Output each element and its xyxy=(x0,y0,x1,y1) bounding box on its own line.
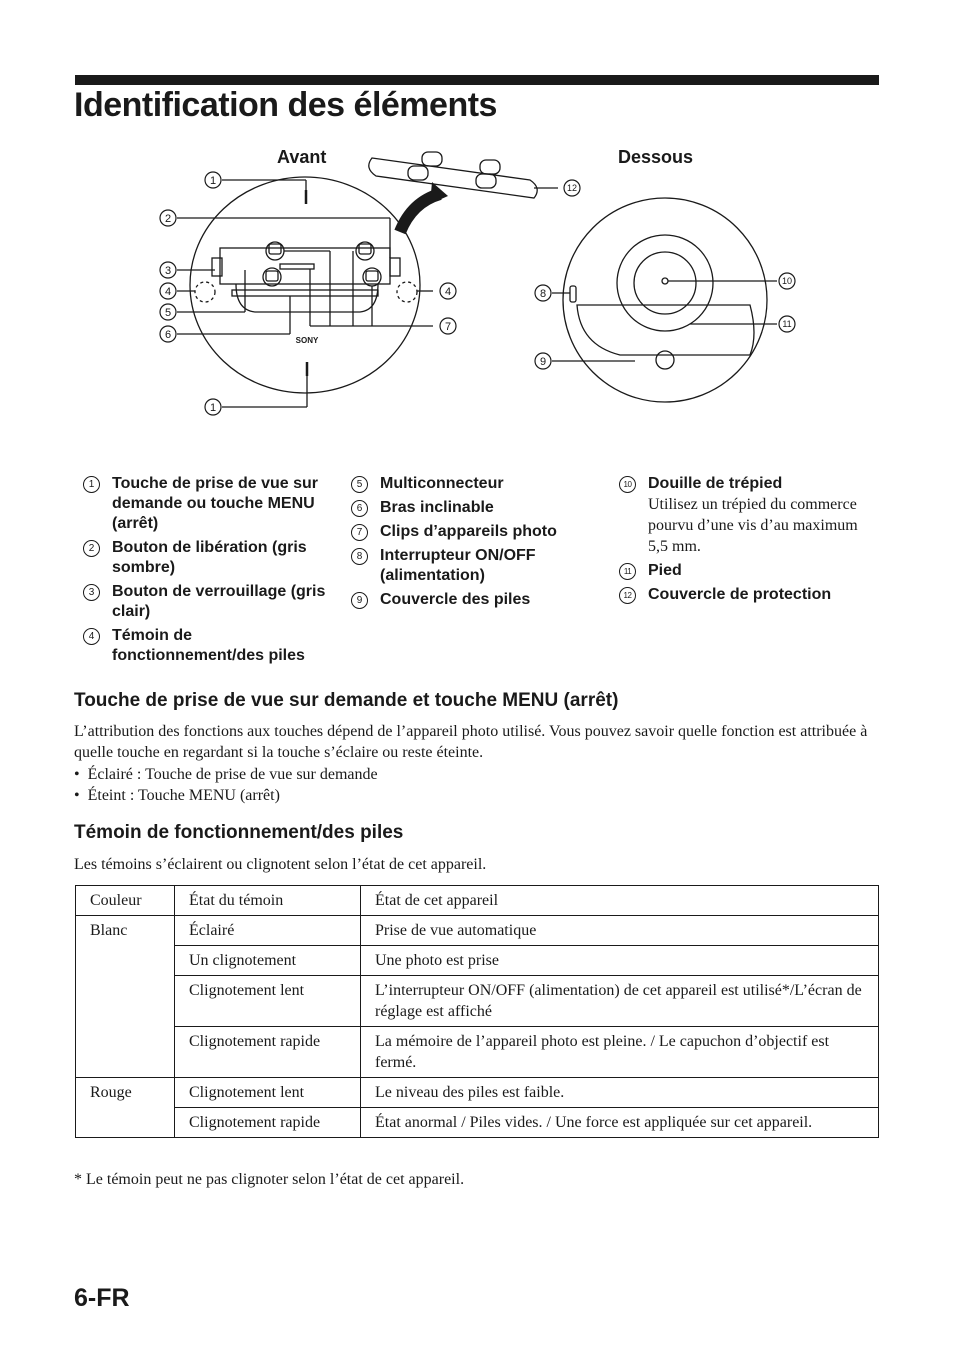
multiconnector xyxy=(280,264,314,269)
table-row xyxy=(76,1027,879,1078)
legend-item xyxy=(351,546,601,586)
callout-6 xyxy=(160,326,176,342)
table-cell-device: État anormal / Piles vides. / Une force est appliquée sur cet appareil. xyxy=(361,1108,879,1138)
svg-text:6: 6 xyxy=(164,329,172,341)
lamp-status-table xyxy=(75,885,879,1138)
legend-number: 1 xyxy=(83,476,100,493)
callout-2 xyxy=(160,210,176,226)
svg-text:3: 3 xyxy=(164,265,172,277)
page-number: 6-FR xyxy=(74,1284,130,1312)
title-rule xyxy=(75,75,879,85)
callout-1b xyxy=(205,399,221,415)
callout-4b xyxy=(440,283,456,299)
table-cell-color: Blanc xyxy=(76,916,175,1078)
tripod-socket xyxy=(662,278,668,284)
table-header: Couleur xyxy=(76,886,175,916)
section-heading-lamp: Témoin de fonctionnement/des piles xyxy=(74,822,404,843)
table-header-row xyxy=(76,886,879,916)
table-cell-state: Clignotement rapide xyxy=(175,1027,361,1078)
table-cell-color: Rouge xyxy=(76,1078,175,1138)
bottom-body xyxy=(563,198,767,402)
legend-label: Pied xyxy=(648,562,682,579)
table-cell-device: Prise de vue automatique xyxy=(361,916,879,946)
legend-number: 2 xyxy=(83,540,100,557)
svg-text:2: 2 xyxy=(164,213,172,225)
legend-item xyxy=(83,538,338,578)
legend-label: Bouton de verrouillage (gris clair) xyxy=(112,583,326,620)
legend-column-3 xyxy=(619,474,869,609)
callout-7 xyxy=(440,318,456,334)
legend-number: 7 xyxy=(351,524,368,541)
callout-9 xyxy=(535,353,551,369)
page-title: Identification des éléments xyxy=(74,86,497,124)
legend-item xyxy=(619,585,869,605)
legend-number: 4 xyxy=(83,628,100,645)
svg-text:8: 8 xyxy=(539,288,547,300)
legend-number: 11 xyxy=(619,563,636,580)
section-paragraph: Les témoins s’éclairent ou clignotent selon l’état de cet appareil. xyxy=(74,856,487,873)
battery-cover xyxy=(577,305,754,355)
legend-label: Touche de prise de vue sur demande ou touche MENU (arrêt) xyxy=(112,475,318,532)
legend-item xyxy=(619,474,869,557)
svg-text:7: 7 xyxy=(444,321,452,333)
power-switch xyxy=(570,286,576,302)
table-cell-device: Une photo est prise xyxy=(361,946,879,976)
brand-logo: SONY xyxy=(295,336,319,345)
svg-text:5: 5 xyxy=(164,307,172,319)
legend-item xyxy=(351,474,601,494)
protective-cover xyxy=(369,158,537,198)
legend-item xyxy=(83,474,338,534)
svg-text:11: 11 xyxy=(782,319,792,329)
legend-label: Clips d’appareils photo xyxy=(380,523,557,540)
legend-number: 12 xyxy=(619,587,636,604)
table-cell-state: Clignotement rapide xyxy=(175,1108,361,1138)
legend-column-1 xyxy=(83,474,338,670)
callout-8 xyxy=(535,285,551,301)
table-row xyxy=(76,1078,879,1108)
legend-item xyxy=(83,626,338,666)
svg-text:1: 1 xyxy=(209,402,217,414)
legend-label: Bouton de libération (gris sombre) xyxy=(112,539,307,576)
legend-column-2 xyxy=(351,474,601,614)
svg-text:12: 12 xyxy=(566,183,578,193)
table-cell-device: Le niveau des piles est faible. xyxy=(361,1078,879,1108)
table-cell-state: Clignotement lent xyxy=(175,1078,361,1108)
legend-number: 8 xyxy=(351,548,368,565)
bullet-text: Éteint : Touche MENU (arrêt) xyxy=(87,787,280,804)
table-row xyxy=(76,976,879,1027)
table-row xyxy=(76,946,879,976)
bullet-item: • Éclairé : Touche de prise de vue sur demande xyxy=(74,766,378,783)
legend-label: Témoin de fonctionnement/des piles xyxy=(112,627,305,664)
table-row xyxy=(76,1108,879,1138)
callout-11 xyxy=(779,316,795,332)
bullet-item: • Éteint : Touche MENU (arrêt) xyxy=(74,787,280,804)
footnote: * Le témoin peut ne pas clignoter selon l’état de cet appareil. xyxy=(74,1171,465,1188)
callout-5 xyxy=(160,304,176,320)
svg-text:9: 9 xyxy=(539,356,547,368)
callout-4a xyxy=(160,283,176,299)
bullet-text: Éclairé : Touche de prise de vue sur demande xyxy=(87,766,378,783)
legend-label: Bras inclinable xyxy=(380,499,494,516)
legend-number: 9 xyxy=(351,592,368,609)
table-cell-state: Clignotement lent xyxy=(175,976,361,1027)
foot-outer xyxy=(617,235,713,331)
table-cell-device: L’interrupteur ON/OFF (alimentation) de cet appareil est utilisé*/L’écran de réglage est affiché xyxy=(361,976,879,1027)
lamp-left xyxy=(195,282,215,302)
table-cell-state: Un clignotement xyxy=(175,946,361,976)
legend-item xyxy=(351,498,601,518)
table-header: État du témoin xyxy=(175,886,361,916)
legend-item xyxy=(619,561,869,581)
legend-label: Interrupteur ON/OFF (alimentation) xyxy=(380,547,536,584)
legend-item xyxy=(351,590,601,610)
svg-text:1: 1 xyxy=(209,175,217,187)
legend-description: Utilisez un trépied du commerce pourvu d’une vis d’au maximum 5,5 mm. xyxy=(648,496,858,555)
svg-text:4: 4 xyxy=(444,286,452,298)
parts-diagram xyxy=(150,140,810,430)
lamp-right xyxy=(397,282,417,302)
bottom-view-label: Dessous xyxy=(618,147,694,167)
legend-label: Couvercle des piles xyxy=(380,591,531,608)
callout-12 xyxy=(564,180,580,196)
legend-number: 3 xyxy=(83,584,100,601)
callout-10 xyxy=(779,273,795,289)
table-row xyxy=(76,916,879,946)
callout-1a xyxy=(205,172,221,188)
legend-number: 6 xyxy=(351,500,368,517)
table-header: État de cet appareil xyxy=(361,886,879,916)
legend-number: 10 xyxy=(619,476,636,493)
front-body xyxy=(190,177,420,393)
legend-item xyxy=(83,582,338,622)
section-paragraph: L’attribution des fonctions aux touches dépend de l’appareil photo utilisé. Vous pouvez savoir quelle fonction est attribuée à quelle touche en regardant si la touche s’éclaire ou reste éteinte. xyxy=(74,723,868,761)
device-drawing xyxy=(150,140,810,430)
svg-text:10: 10 xyxy=(781,276,793,286)
table-cell-device: La mémoire de l’appareil photo est pleine. / Le capuchon d’objectif est fermé. xyxy=(361,1027,879,1078)
legend-number: 5 xyxy=(351,476,368,493)
legend-label-text: Douille de trépied xyxy=(648,475,783,492)
table-cell-state: Éclairé xyxy=(175,916,361,946)
svg-text:4: 4 xyxy=(164,286,172,298)
legend-item xyxy=(351,522,601,542)
front-view-label: Avant xyxy=(277,147,327,167)
callout-3 xyxy=(160,262,176,278)
section-heading-buttons: Touche de prise de vue sur demande et touche MENU (arrêt) xyxy=(74,690,619,711)
legend-label: Couvercle de protection xyxy=(648,586,832,603)
legend-label xyxy=(648,474,869,557)
legend-label: Multiconnecteur xyxy=(380,475,504,492)
